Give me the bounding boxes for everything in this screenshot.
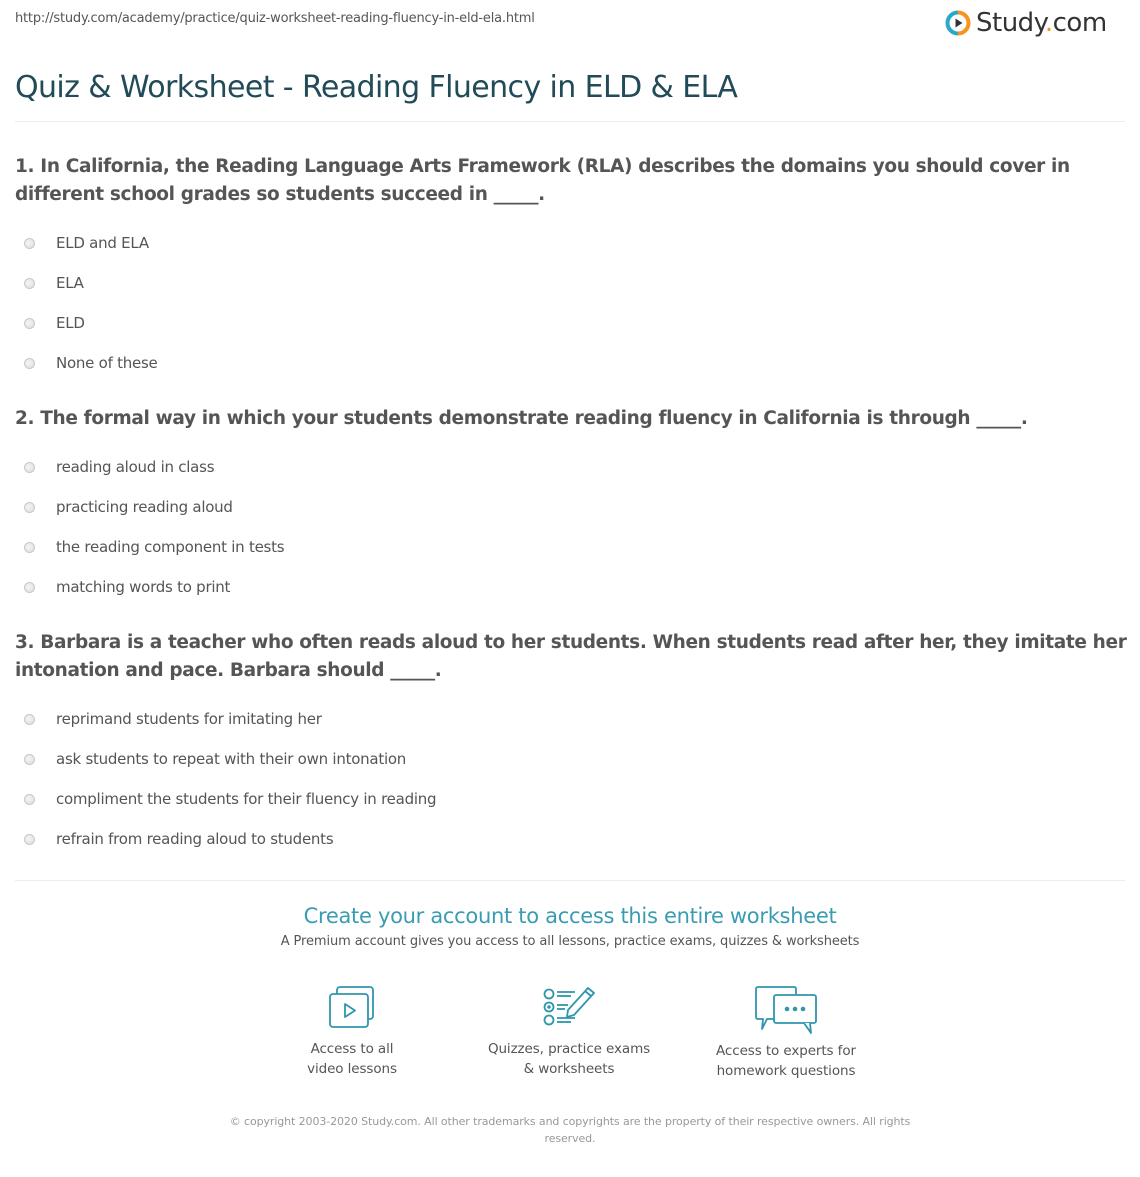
- feature-label: [686, 1041, 886, 1081]
- questions-divider: [15, 880, 1125, 881]
- logo-word-com: com: [1052, 8, 1107, 38]
- answer-option[interactable]: [15, 487, 1130, 527]
- radio-button[interactable]: [24, 754, 35, 765]
- answer-option[interactable]: [15, 527, 1130, 567]
- question-text: 2. The formal way in which your students demonstrate reading fluency in California is through _____.: [15, 408, 1028, 429]
- question-2: [15, 405, 1130, 607]
- question-3: [15, 629, 1130, 859]
- title-divider: [15, 121, 1125, 122]
- answer-label: refrain from reading aloud to students: [56, 830, 334, 848]
- feature-label: [252, 1039, 452, 1079]
- answer-label: reprimand students for imitating her: [56, 710, 322, 728]
- feature-video-lessons: [252, 985, 452, 1079]
- study-logo[interactable]: [945, 8, 1107, 38]
- cta-subtitle: A Premium account gives you access to all lessons, practice exams, quizzes & worksheets: [280, 934, 860, 949]
- answer-option[interactable]: [15, 567, 1130, 607]
- question-text: 1. In California, the Reading Language Arts Framework (RLA) describes the domains you should cover in different school grades so students succeed in _____.: [15, 156, 1070, 205]
- feature-label-line: Access to all: [310, 1041, 394, 1057]
- radio-button[interactable]: [24, 278, 35, 289]
- radio-button[interactable]: [24, 582, 35, 593]
- feature-label-line: & worksheets: [523, 1061, 615, 1077]
- radio-button[interactable]: [24, 318, 35, 329]
- cta-title-link[interactable]: Create your account to access this entire worksheet: [303, 904, 837, 928]
- radio-button[interactable]: [24, 502, 35, 513]
- answer-label: ELD: [56, 314, 85, 332]
- logo-word-study: Study: [976, 8, 1045, 38]
- radio-button[interactable]: [24, 834, 35, 845]
- answer-option[interactable]: [15, 699, 1130, 739]
- question-text: 3. Barbara is a teacher who often reads aloud to her students. When students read after her, they imitate her intonation and pace. Barbara should _____.: [15, 632, 1127, 681]
- page-title: Quiz & Worksheet - Reading Fluency in ELD & ELA: [15, 70, 738, 105]
- answer-label: the reading component in tests: [56, 538, 285, 556]
- feature-label: [469, 1039, 669, 1079]
- answer-label: matching words to print: [56, 578, 231, 596]
- answer-option[interactable]: [15, 779, 1130, 819]
- answer-label: practicing reading aloud: [56, 498, 233, 516]
- answer-option[interactable]: [15, 223, 1130, 263]
- answer-option[interactable]: [15, 819, 1130, 859]
- answer-label: ELD and ELA: [56, 234, 149, 252]
- answer-label: ask students to repeat with their own intonation: [56, 750, 407, 768]
- answer-list: [15, 699, 1130, 859]
- logo-dot: .: [1044, 8, 1053, 38]
- answer-label: compliment the students for their fluency in reading: [56, 790, 437, 808]
- radio-button[interactable]: [24, 238, 35, 249]
- answer-list: [15, 223, 1130, 383]
- feature-label-line: video lessons: [307, 1061, 397, 1077]
- play-circle-logo-icon: [945, 10, 971, 36]
- radio-button[interactable]: [24, 542, 35, 553]
- chat-bubbles-icon: [754, 985, 818, 1035]
- logo-wordmark: [976, 8, 1107, 38]
- signup-cta: [0, 902, 1140, 949]
- answer-option[interactable]: [15, 343, 1130, 383]
- radio-button[interactable]: [24, 714, 35, 725]
- radio-button[interactable]: [24, 794, 35, 805]
- answer-label: None of these: [56, 354, 158, 372]
- answer-label: ELA: [56, 274, 84, 292]
- answer-option[interactable]: [15, 303, 1130, 343]
- footer-copyright: © copyright 2003-2020 Study.com. All other trademarks and copyrights are the property of their respective owners. All rights reserved.: [229, 1115, 911, 1145]
- feature-experts: [686, 985, 886, 1081]
- answer-label: reading aloud in class: [56, 458, 215, 476]
- feature-label-line: Access to experts for: [716, 1043, 856, 1059]
- question-1: [15, 153, 1130, 383]
- feature-label-line: Quizzes, practice exams: [487, 1041, 651, 1057]
- radio-button[interactable]: [24, 358, 35, 369]
- feature-label-line: homework questions: [716, 1063, 856, 1079]
- radio-button[interactable]: [24, 462, 35, 473]
- quiz-checklist-icon: [541, 985, 597, 1029]
- video-lessons-icon: [326, 985, 378, 1029]
- answer-option[interactable]: [15, 263, 1130, 303]
- page-url: http://study.com/academy/practice/quiz-worksheet-reading-fluency-in-eld-ela.html: [15, 11, 535, 26]
- answer-option[interactable]: [15, 739, 1130, 779]
- answer-list: [15, 447, 1130, 607]
- feature-quizzes: [469, 985, 669, 1079]
- answer-option[interactable]: [15, 447, 1130, 487]
